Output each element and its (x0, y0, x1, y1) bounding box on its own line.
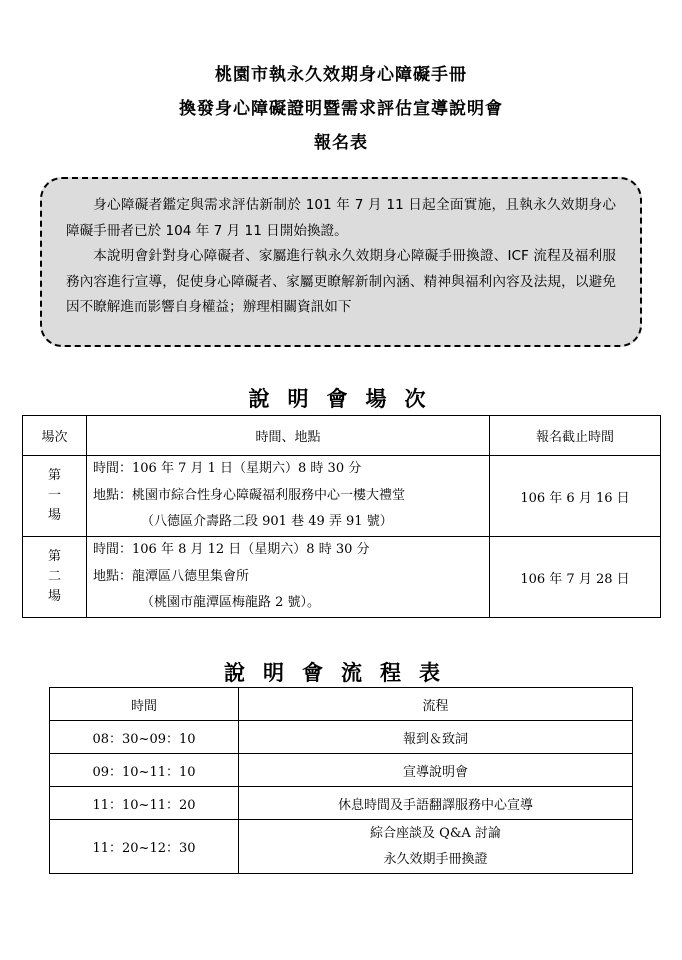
schedule-table (22, 415, 661, 618)
flow-item: 綜合座談及 Q&A 討論 (370, 825, 501, 841)
session-label (23, 456, 87, 537)
flow-header-row (50, 688, 633, 721)
session-address: （桃園市龍潭區梅龍路 2 號）。 (141, 595, 321, 611)
header-time-place: 時間、地點 (87, 416, 490, 456)
session-address: （八德區介壽路二段 901 巷 49 弄 91 號） (141, 514, 393, 530)
session-place: 地點：桃園市綜合性身心障礙福利服務中心一樓大禮堂 (93, 487, 406, 503)
header-time: 時間 (50, 688, 239, 721)
intro-paragraph-2: 本說明會針對身心障礙者、家屬進行執永久效期身心障礙手冊換證、ICF 流程及福利服務內容進行宣導，促使身心障礙者、家屬更瞭解新制內涵、精神與福利內容及法規，以避免因不瞭解進而影響自身權益；辦理相關資訊如下 (66, 248, 616, 315)
flow-item: 休息時間及手語翻譯服務中心宣導 (239, 787, 633, 820)
flow-section-title: 說明會流程表 (224, 660, 458, 685)
session-info (87, 456, 490, 537)
table-row (50, 754, 633, 787)
flow-item: 永久效期手冊換證 (383, 851, 488, 867)
table-row (23, 537, 661, 618)
flow-time: 11：20~12：30 (50, 820, 239, 874)
header-deadline: 報名截止時間 (490, 416, 661, 456)
document-title (0, 58, 682, 160)
table-row (23, 456, 661, 537)
session-label (23, 537, 87, 618)
title-line-3: 報名表 (314, 133, 368, 153)
flow-time: 08：30~09：10 (50, 721, 239, 754)
session-label-char: 二 (47, 569, 61, 584)
intro-box (40, 177, 642, 347)
table-row (50, 721, 633, 754)
session-time: 時間：106 年 8 月 12 日（星期六）8 時 30 分 (93, 542, 370, 558)
session-label-char: 場 (47, 508, 61, 523)
flow-time: 11：10~11：20 (50, 787, 239, 820)
flow-item-group (239, 820, 633, 874)
session-label-char: 一 (47, 488, 61, 503)
flow-table (49, 687, 633, 874)
header-session: 場次 (23, 416, 87, 456)
title-line-2: 換發身心障礙證明暨需求評估宣導說明會 (179, 99, 503, 119)
session-info (87, 537, 490, 618)
header-process: 流程 (239, 688, 633, 721)
table-row (50, 820, 633, 874)
flow-time: 09：10~11：10 (50, 754, 239, 787)
session-place: 地點：龍潭區八德里集會所 (93, 568, 250, 584)
intro-paragraph-1: 身心障礙者鑑定與需求評估新制於 101 年 7 月 11 日起全面實施，且執永久效期身心障礙手冊者已於 104 年 7 月 11 日開始換證。 (66, 197, 616, 239)
session-label-char: 第 (47, 549, 61, 564)
flow-item: 報到＆致詞 (239, 721, 633, 754)
session-deadline: 106 年 6 月 16 日 (490, 456, 661, 537)
flow-item: 宣導說明會 (239, 754, 633, 787)
session-time: 時間：106 年 7 月 1 日（星期六）8 時 30 分 (93, 461, 362, 477)
session-deadline: 106 年 7 月 28 日 (490, 537, 661, 618)
session-label-char: 場 (47, 589, 61, 604)
schedule-section-title: 說明會場次 (248, 386, 444, 411)
session-label-char: 第 (47, 468, 61, 483)
schedule-header-row (23, 416, 661, 456)
table-row (50, 787, 633, 820)
title-line-1: 桃園市執永久效期身心障礙手冊 (215, 65, 467, 85)
